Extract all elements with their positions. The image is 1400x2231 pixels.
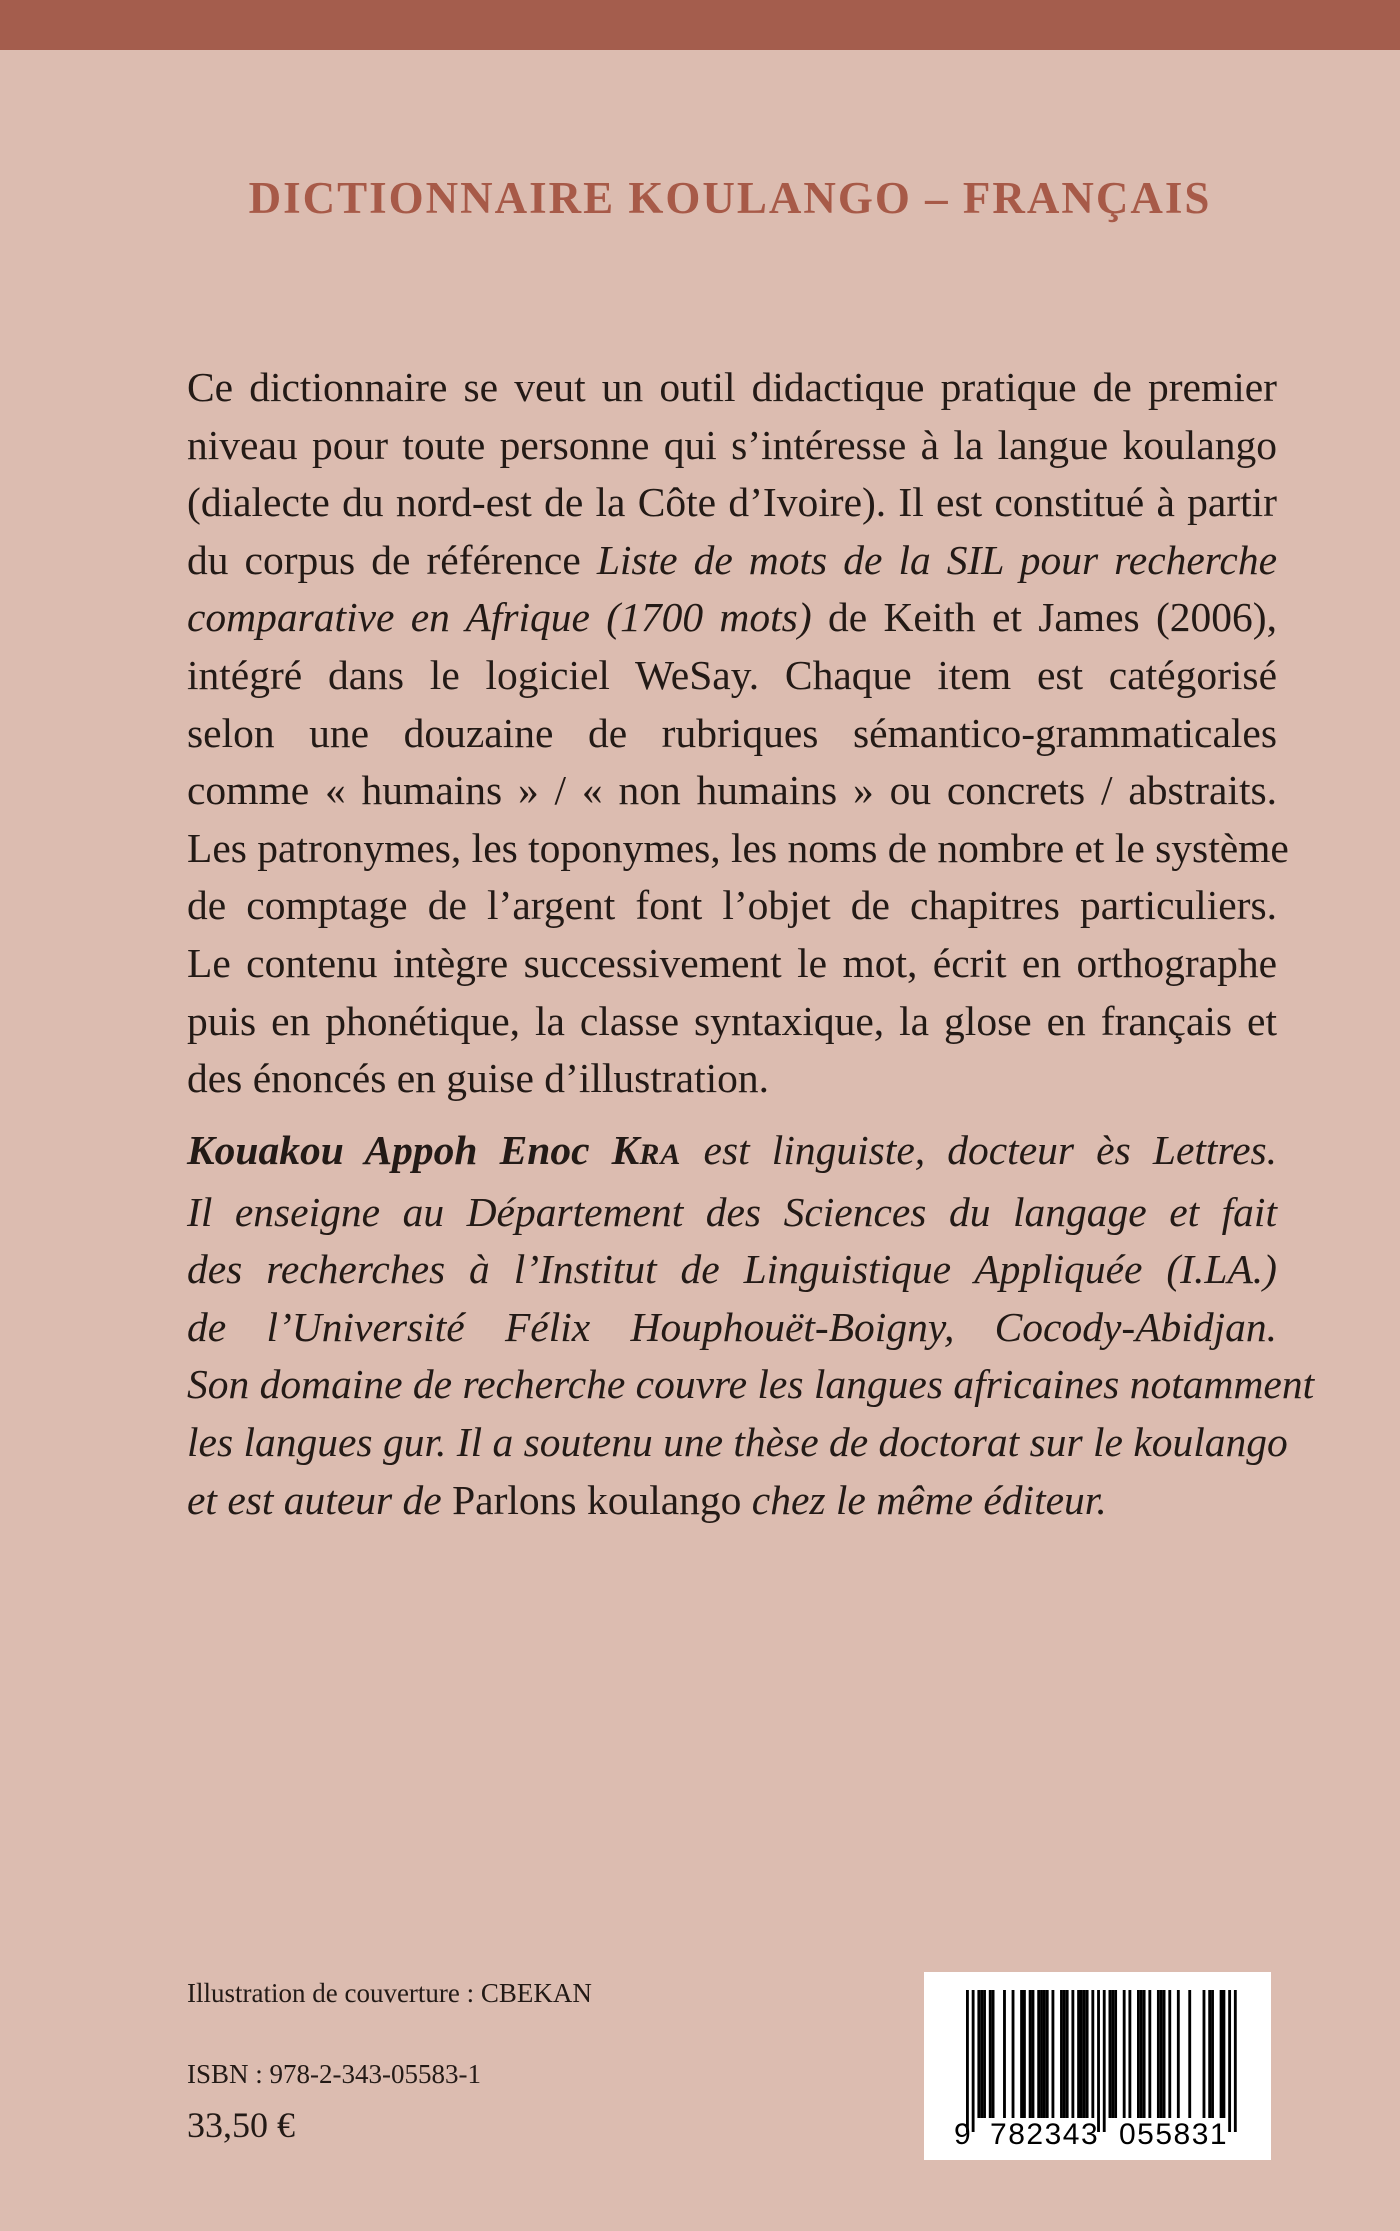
bio-text: et est auteur de: [187, 1476, 453, 1523]
barcode-bar: [1029, 1990, 1032, 2118]
description-line: comme « humains » / « non humains » ou concrets / abstraits.: [187, 767, 1277, 814]
description-line: Les patronymes, les toponymes, les noms de nombre et le système: [187, 824, 1289, 871]
barcode-bar: [1040, 1990, 1043, 2118]
barcode-bar: [1037, 1990, 1040, 2118]
bio-text: est linguiste, docteur ès Lettres.: [681, 1127, 1278, 1173]
isbn: ISBN : 978-2-343-05583-1: [187, 2059, 481, 2089]
price: 33,50 €: [187, 2105, 295, 2145]
description-line: selon une douzaine de rubriques sémantico-grammaticales: [187, 709, 1277, 756]
bio-line: Il enseigne au Département des Sciences du langage et fait: [187, 1188, 1277, 1235]
barcode-bar: [1234, 1990, 1237, 2132]
bio-line: les langues gur. Il a soutenu une thèse de doctorat sur le koulango: [187, 1418, 1288, 1465]
barcode-bar: [1109, 1990, 1112, 2118]
barcode-bar: [966, 1990, 969, 2132]
barcode-bar: [1111, 1990, 1114, 2118]
author-bio: [187, 1122, 1315, 1529]
description-line: Le contenu intègre successivement le mot, écrit en orthographe: [187, 939, 1277, 986]
description-text: du corpus de référence: [187, 536, 597, 583]
barcode-bar: [1211, 1990, 1214, 2118]
barcode-bar: [972, 1990, 975, 2132]
top-color-band: [0, 0, 1400, 50]
barcode-bar: [1220, 1990, 1223, 2118]
barcode-bar: [1114, 1990, 1117, 2118]
book-title: DICTIONNAIRE KOULANGO – FRANÇAIS: [248, 173, 1212, 223]
barcode-bar: [989, 1990, 992, 2118]
barcode-bar: [1103, 1990, 1106, 2132]
description-line: puis en phonétique, la classe syntaxique, la glose en français et: [187, 997, 1277, 1044]
barcode-digits: [954, 2118, 1254, 2152]
barcode-bar: [992, 1990, 995, 2118]
barcode-digit-group: 782343: [990, 2118, 1100, 2151]
author-name-smallcaps: RA: [639, 1138, 682, 1171]
barcode-bar: [1020, 1990, 1023, 2118]
barcode-digit-group: 055831: [1118, 2118, 1229, 2151]
barcode-bar: [1091, 1990, 1094, 2118]
barcode-bar: [1140, 1990, 1143, 2118]
book-description: [187, 359, 1289, 1108]
description-line: de comptage de l’argent font l’objet de chapitres particuliers.: [187, 882, 1277, 929]
barcode-bar: [1080, 1990, 1083, 2118]
barcode-bar: [1188, 1990, 1191, 2118]
bio-line: [187, 1122, 1277, 1184]
bio-text: chez le même éditeur.: [741, 1476, 1107, 1523]
barcode-bar: [1123, 1990, 1126, 2118]
barcode-bar: [1032, 1990, 1035, 2118]
barcode-digit-first: 9: [954, 2118, 973, 2151]
bio-line: des recherches à l’Institut de Linguistique Appliquée (I.LA.): [187, 1246, 1277, 1293]
barcode-bar: [1177, 1990, 1180, 2118]
barcode-bar: [1163, 1990, 1166, 2118]
barcode: [924, 1972, 1271, 2160]
bio-line: Son domaine de recherche couvre les langues africaines notamment: [187, 1361, 1315, 1408]
barcode-bar: [1066, 1990, 1069, 2118]
barcode-bar: [1168, 1990, 1171, 2118]
barcode-bar: [1043, 1990, 1046, 2118]
barcode-bar: [1157, 1990, 1160, 2118]
barcode-bar: [983, 1990, 986, 2118]
barcode-bar: [1071, 1990, 1074, 2118]
author-name: Kouakou Appoh Enoc K: [187, 1127, 640, 1173]
barcode-bar: [980, 1990, 983, 2118]
barcode-bar: [1228, 1990, 1231, 2132]
description-line: niveau pour toute personne qui s’intéresse à la langue koulango: [187, 421, 1277, 468]
reference-title: Liste de mots de la SIL pour recherche: [596, 536, 1277, 583]
barcode-bar: [1137, 1990, 1140, 2118]
bio-line: [187, 1472, 1277, 1530]
barcode-bar: [1223, 1990, 1226, 2118]
barcode-bar: [1097, 1990, 1100, 2132]
barcode-bar: [1208, 1990, 1211, 2118]
description-line: [187, 532, 1277, 590]
description-line: Ce dictionnaire se veut un outil didactique pratique de premier: [187, 364, 1277, 410]
description-line: intégré dans le logiciel WeSay. Chaque item est catégorisé: [187, 651, 1277, 698]
barcode-bar: [1128, 1990, 1131, 2118]
barcode-bar: [1023, 1990, 1026, 2118]
barcode-bar: [1063, 1990, 1066, 2118]
other-book-title: Parlons koulango: [452, 1476, 742, 1523]
barcode-bar: [1046, 1990, 1049, 2118]
description-line: [187, 589, 1277, 647]
cover-illustration-credit: Illustration de couverture : CBEKAN: [187, 1978, 592, 2008]
reference-title: comparative en Afrique (1700 mots): [187, 594, 812, 641]
barcode-bar: [1203, 1990, 1206, 2118]
barcode-bar: [1160, 1990, 1163, 2118]
barcode-bar: [1143, 1990, 1146, 2118]
barcode-bar: [1012, 1990, 1015, 2118]
barcode-bar: [1060, 1990, 1063, 2118]
barcode-bar: [1086, 1990, 1089, 2118]
description-line: (dialecte du nord-est de la Côte d’Ivoire). Il est constitué à partir: [187, 479, 1277, 526]
barcode-bar: [1077, 1990, 1080, 2118]
barcode-bar: [1148, 1990, 1151, 2118]
description-text: de Keith et James (2006),: [811, 594, 1277, 641]
barcode-bar: [1083, 1990, 1086, 2118]
barcode-bar: [1003, 1990, 1006, 2118]
description-line: des énoncés en guise d’illustration.: [187, 1055, 770, 1102]
barcode-bar: [977, 1990, 980, 2118]
bio-line: de l’Université Félix Houphouët-Boigny, Cocody-Abidjan.: [187, 1303, 1277, 1350]
barcode-bar: [1052, 1990, 1055, 2118]
